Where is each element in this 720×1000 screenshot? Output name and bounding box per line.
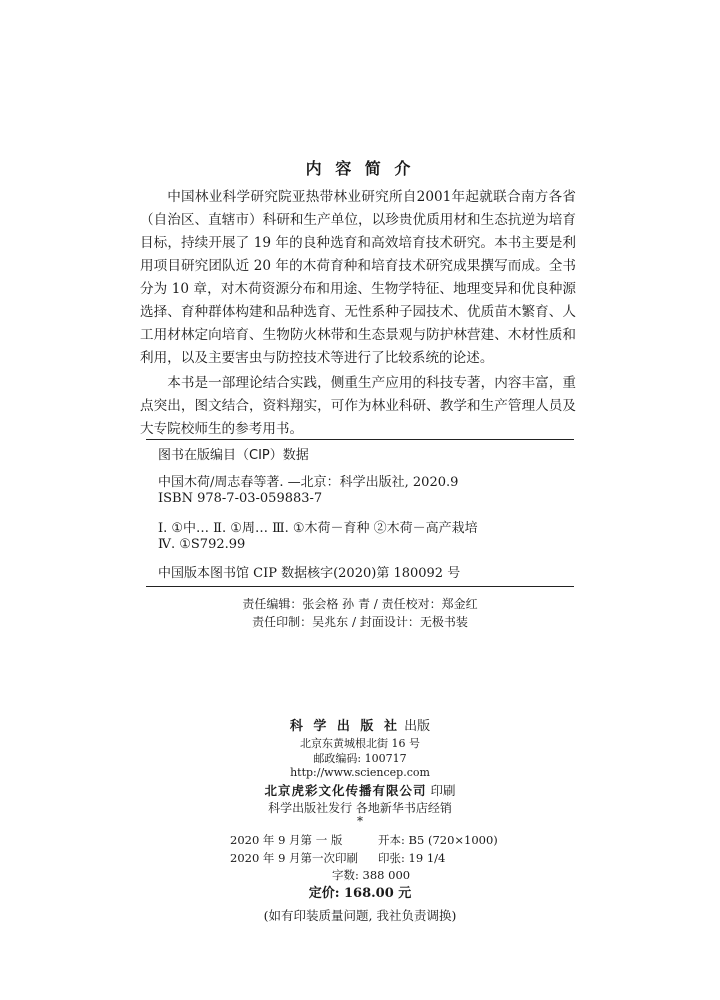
publisher-address: 北京东黄城根北街 16 号 (300, 737, 420, 750)
cip-isbn: ISBN 978-7-03-059883-7 (158, 491, 323, 506)
editor-credits: 责任编辑：张会格 孙 青 / 责任校对：郑金红 (242, 597, 478, 611)
distribution-line: 科学出版社发行 各地新华书店经销 (268, 801, 452, 815)
cip-title-line: 中国木荷/周志春等著. —北京：科学出版社, 2020.9 (158, 475, 459, 490)
print-sheets: 印张: 19 1/4 (378, 851, 446, 865)
printing-row (230, 850, 445, 866)
cip-classification-number: Ⅳ. ①S792.99 (158, 537, 246, 552)
publisher-line (0, 715, 720, 734)
intro-title: 内 容 简 介 (305, 159, 415, 178)
production-credits: 责任印制：吴兆东 / 封面设计：无极书装 (252, 615, 468, 629)
publisher-url: http://www.sciencep.com (290, 766, 430, 779)
cip-top-rule (146, 439, 574, 440)
quality-note: (如有印装质量问题, 我社负责调换) (263, 908, 457, 923)
price: 定价: 168.00 元 (308, 886, 412, 901)
printer-suffix: 印刷 (430, 783, 456, 798)
edition: 2020 年 9 月第 一 版 (230, 833, 343, 847)
printing: 2020 年 9 月第一次印刷 (230, 851, 359, 865)
cip-heading: 图书在版编目（CIP）数据 (158, 448, 309, 463)
edition-row (230, 832, 498, 848)
separator-star: * (357, 814, 363, 828)
cip-record-number: 中国版本图书馆 CIP 数据核字(2020)第 180092 号 (158, 566, 461, 581)
printer-name: 北京虎彩文化传播有限公司 (264, 783, 427, 798)
printer-line (0, 781, 720, 799)
publisher-postcode: 邮政编码: 100717 (313, 752, 407, 765)
intro-paragraph-2: 本书是一部理论结合实践，侧重生产应用的科技专著，内容丰富，重点突出，图文结合，资料翔实，可作为林业科研、教学和生产管理人员及大专院校师生的参考用书。 (140, 375, 576, 437)
cip-classification: Ⅰ. ①中… Ⅱ. ①周… Ⅲ. ①木荷－育种 ②木荷－高产栽培 (158, 521, 478, 536)
book-format: 开本: B5 (720×1000) (378, 833, 498, 847)
publisher-name: 科 学 出 版 社 (289, 719, 400, 734)
intro-paragraph-1: 中国林业科学研究院亚热带林业研究所自2001年起就联合南方各省（自治区、直辖市）科研和生产单位，以珍贵优质用材和生态抗逆为培育目标，持续开展了 19 年的良种选育和高效培育技术研究。本书主要是利用项目研究团队近 20 年的木荷育种和培育技术研究成果撰写而成。全书分为 10 章，对木荷资源分布和用途、生物学特征、地理变异和优良种源选择、育种群体构建和品种选育、无性系种子园技术、优质苗木繁育、人工用材林定向培育、生物防火林带和生态景观与防护林营建、木材性质和利用，以及主要害虫与防控技术等进行了比较系统的论述。 (140, 189, 576, 366)
cip-bottom-rule (146, 586, 574, 587)
intro-body (140, 186, 576, 441)
publisher-suffix: 出版 (404, 719, 431, 734)
word-count: 字数: 388 000 (332, 868, 411, 882)
